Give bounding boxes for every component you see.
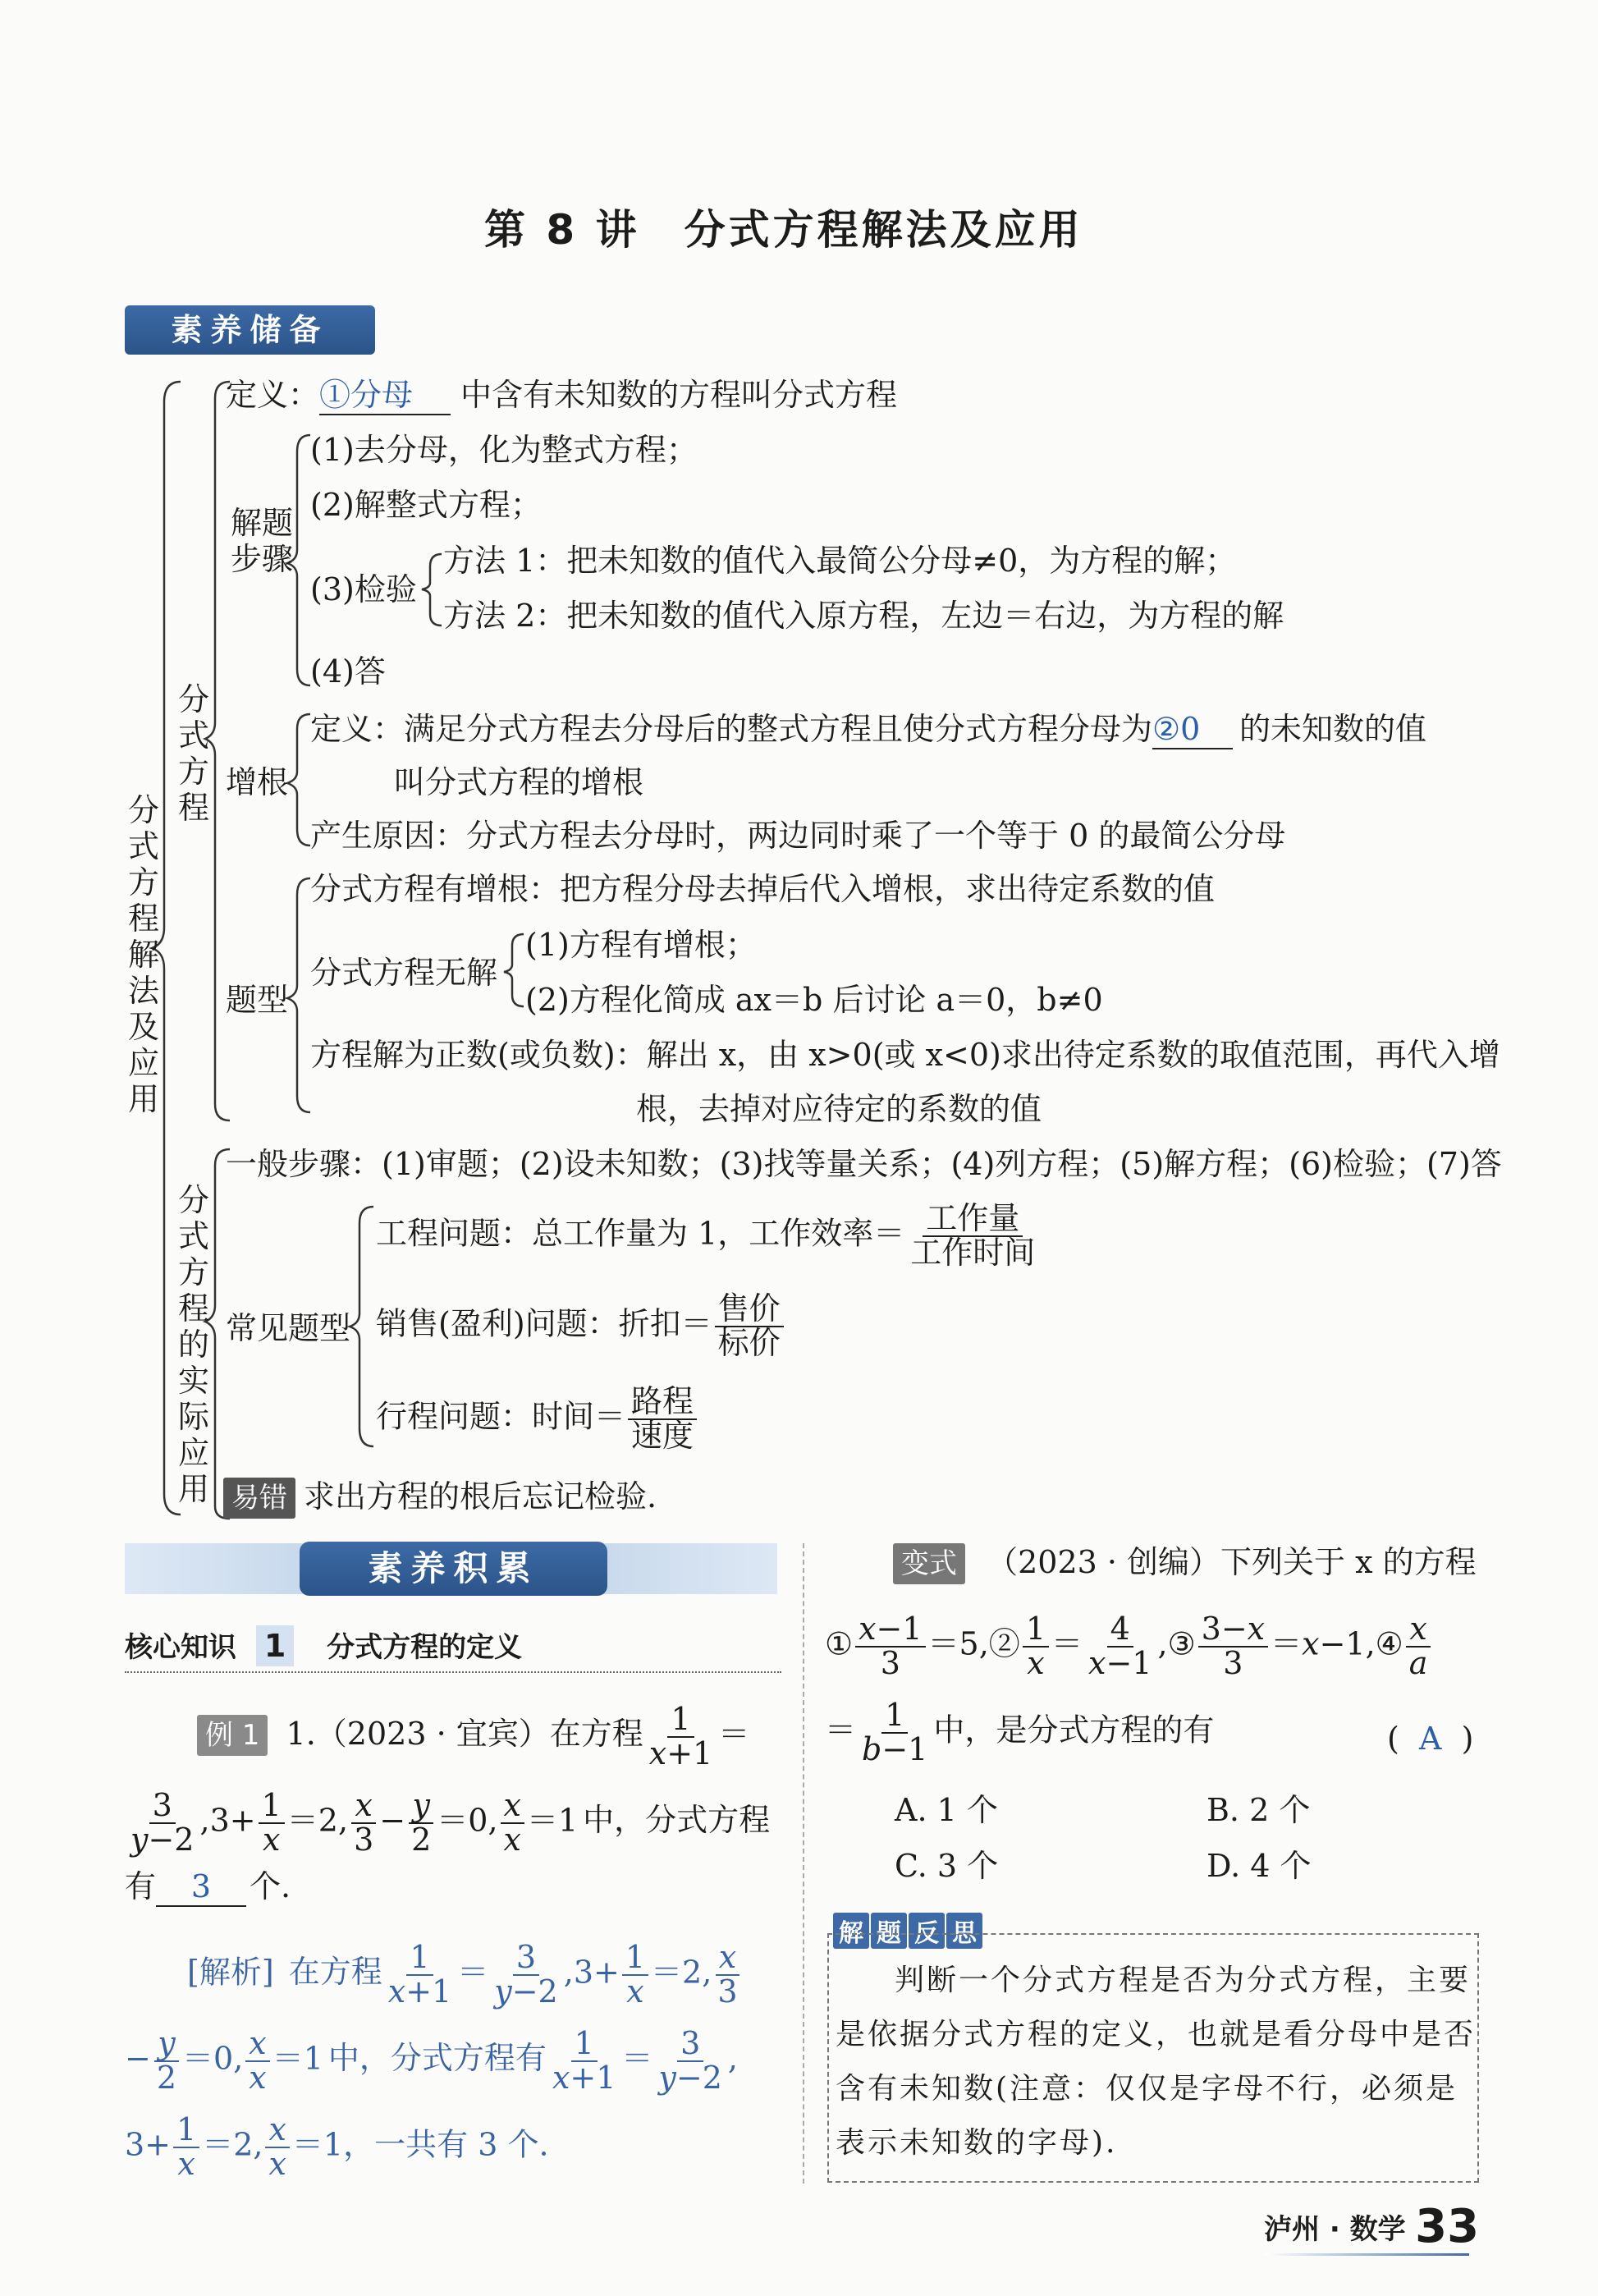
v-frac-2: $\frac{1}{x}$ <box>1023 1613 1049 1680</box>
core-num: 1 <box>256 1625 294 1666</box>
analysis-mid: 中，分式方程有 <box>327 2040 547 2077</box>
tixing-3a: 方程解为正数(或负数)：解出 x，由 x>0(或 x<0)求出待定系数的取值范围，再代入增 <box>310 1037 1500 1073</box>
mistake-tag: 易错 <box>223 1478 295 1519</box>
v-frac-1: $\frac{x-1}{3}$ <box>855 1613 925 1680</box>
step-4: (4)答 <box>310 653 386 690</box>
eq-1-left: $\frac{1}{x+1}$ <box>648 1701 713 1771</box>
tixing-2b: (2)方程化简成 ax＝b 后讨论 a＝0，b≠0 <box>525 982 1103 1018</box>
analysis-line-3: 3+ $\frac{1}{x}$ ＝2, $\frac{x}{x}$ ＝1，一共有 3 个. <box>125 2111 549 2182</box>
example-line2-tail: 中，分式方程 <box>583 1802 771 1839</box>
column-divider <box>803 1543 804 2184</box>
work-problem <box>376 1200 1041 1271</box>
mistake-text: 求出方程的根后忘记检验. <box>304 1478 657 1515</box>
reflect-char-2: 题 <box>871 1913 907 1949</box>
zenggen-cause: 产生原因：分式方程去分母时，两边同时乘了一个等于 0 的最简公分母 <box>310 818 1286 854</box>
trip-text: 行程问题：时间＝ <box>376 1398 626 1435</box>
sale-fraction <box>715 1290 784 1361</box>
zenggen-label: 增根 <box>226 764 289 800</box>
option-b: B. 2 个 <box>1207 1792 1311 1828</box>
example-line3-post: 个. <box>250 1868 291 1904</box>
tree-branch1-label: 分式方程 <box>177 681 209 826</box>
work-num: 工作量 <box>923 1203 1023 1237</box>
definition-blank: ①分母 <box>319 376 451 415</box>
steps-label: 解题步骤 <box>230 505 293 577</box>
step-3-label: (3)检验 <box>310 571 417 607</box>
example-answer: 3 <box>156 1868 246 1907</box>
step-1: (1)去分母，化为整式方程； <box>310 432 698 468</box>
an-frac-8: $\frac{3}{y-2}$ <box>658 2025 722 2096</box>
variant-line-3: ＝ $\frac{1}{b-1}$ 中，是分式方程的有 <box>825 1697 1215 1767</box>
tixing-2-label: 分式方程无解 <box>310 955 498 991</box>
variant-answer: A <box>1418 1721 1442 1757</box>
tixing-3b: 根，去掉对应待定的系数的值 <box>636 1091 1042 1127</box>
analysis-end: ，一共有 3 个. <box>343 2126 549 2163</box>
reflect-char-3: 反 <box>909 1913 945 1949</box>
an-frac-1: $\frac{1}{x+1}$ <box>387 1939 452 2010</box>
eq-4: $\frac{x}{x}$ <box>501 1790 524 1857</box>
an-frac-10: $\frac{x}{x}$ <box>265 2114 289 2181</box>
variant-tag: 变式 <box>893 1543 965 1584</box>
core-knowledge-header <box>125 1625 522 1668</box>
tree-branch2-label: 分式方程的实际应用 <box>177 1182 209 1507</box>
trip-fraction <box>628 1383 697 1454</box>
eq-3b: $\frac{y}{2}$ <box>408 1790 434 1857</box>
zenggen-blank: ②0 <box>1152 710 1233 749</box>
v-frac-3: $\frac{4}{x-1}$ <box>1088 1611 1152 1681</box>
eq-3a: $\frac{x}{3}$ <box>350 1790 377 1857</box>
reflect-text: 判断一个分式方程是否为分式方程，主要是依据分式方程的定义，也就是看分母中是否含有未知数(注意：仅仅是字母不行，必须是表示未知数的字母). <box>836 1964 1477 2160</box>
variant-equations: ① $\frac{x-1}{3}$ ＝5,② $\frac{1}{x}$ ＝ $\frac{4}{x-1}$ ,③ $\frac{3-x}{3}$ ＝x−1,④ $\frac{x}{a}$ <box>825 1613 1433 1680</box>
reflect-char-4: 思 <box>946 1913 982 1949</box>
page-title: 第 8 讲 分式方程解法及应用 <box>484 206 1083 254</box>
example-line-1: 例 1 1.（2023 · 宜宾）在方程 $\frac{1}{x+1}$ ＝ <box>197 1703 749 1771</box>
variant-intro: （2023 · 创编）下列关于 x 的方程 <box>987 1544 1477 1580</box>
example-line3-pre: 有 <box>125 1868 157 1904</box>
trip-problem <box>376 1383 699 1454</box>
an-frac-9: $\frac{1}{x}$ <box>173 2114 199 2181</box>
option-c: C. 3 个 <box>895 1848 999 1884</box>
example-tag: 例 1 <box>197 1715 268 1756</box>
sale-text: 销售(盈利)问题：折扣＝ <box>376 1305 712 1342</box>
work-text: 工程问题：总工作量为 1，工作效率＝ <box>376 1215 905 1252</box>
definition-suffix: 中含有未知数的方程叫分式方程 <box>460 377 898 413</box>
method-1: 方法 1：把未知数的值代入最简公分母≠0，为方程的解； <box>443 543 1237 579</box>
eq-1-right: $\frac{3}{y-2}$ <box>130 1787 195 1858</box>
variant-tail: 中，是分式方程的有 <box>933 1712 1215 1748</box>
zenggen-def-text: 定义：满足分式方程去分母后的整式方程且使分式方程分母为 <box>310 711 1153 747</box>
analysis-pre: 在方程 <box>288 1954 382 1991</box>
tixing-1: 分式方程有增根：把方程分母去掉后代入增根，求出待定系数的值 <box>310 871 1216 907</box>
an-frac-3: $\frac{1}{x}$ <box>622 1941 648 2009</box>
v-frac-6: $\frac{1}{b-1}$ <box>862 1697 928 1767</box>
common-types-label: 常见题型 <box>226 1310 351 1346</box>
definition-line <box>226 376 897 415</box>
trip-den: 速度 <box>631 1417 694 1454</box>
eq-2-frac: $\frac{1}{x}$ <box>259 1790 285 1857</box>
variant-answer-paren: ( A ) <box>1387 1721 1474 1757</box>
zenggen-definition <box>310 710 1426 749</box>
option-a: A. 1 个 <box>895 1792 998 1828</box>
sale-problem <box>376 1290 786 1361</box>
core-underline <box>125 1671 781 1673</box>
zenggen-def-line2: 叫分式方程的增根 <box>394 764 644 800</box>
page-number: 33 <box>1415 2200 1480 2253</box>
an-frac-5: $\frac{y}{2}$ <box>153 2028 180 2095</box>
analysis-line-1: [解析] 在方程 $\frac{1}{x+1}$ ＝ $\frac{3}{y-2}$ ,3+ $\frac{1}{x}$ ＝2, $\frac{x}{3}$ <box>187 1941 744 2009</box>
core-title: 分式方程的定义 <box>327 1631 523 1664</box>
core-label: 核心知识 <box>125 1631 236 1664</box>
an-frac-4: $\frac{x}{3}$ <box>714 1941 740 2009</box>
section-banner-1: 素养储备 <box>125 305 375 355</box>
general-steps: 一般步骤：(1)审题；(2)设未知数；(3)找等量关系；(4)列方程；(5)解方程；(6)检验；(7)答 <box>226 1146 1502 1182</box>
work-den: 工作时间 <box>910 1234 1036 1271</box>
option-d: D. 4 个 <box>1207 1848 1312 1884</box>
method-2: 方法 2：把未知数的值代入原方程，左边＝右边，为方程的解 <box>443 598 1284 634</box>
example-line-2: $\frac{3}{y-2}$ ,3+ $\frac{1}{x}$ ＝2, $\frac{x}{3}$ − $\frac{y}{2}$ ＝0, $\frac{x}{x}$ ＝1 中，分式方程 <box>125 1790 770 1857</box>
definition-prefix: 定义： <box>226 377 320 413</box>
footer-underline <box>1264 2253 1469 2256</box>
footer <box>1264 2200 1479 2253</box>
example-line-3 <box>125 1868 291 1907</box>
analysis-label: [解析] <box>187 1954 274 1991</box>
sale-den: 标价 <box>717 1324 781 1361</box>
an-frac-7: $\frac{1}{x+1}$ <box>552 2025 616 2096</box>
step-2: (2)解整式方程； <box>310 487 542 523</box>
tixing-label: 题型 <box>226 982 289 1018</box>
footer-label: 泸州 · 数学 <box>1264 2213 1406 2246</box>
variant-line-1 <box>893 1543 1477 1584</box>
mistake-note <box>223 1478 657 1519</box>
reflect-char-1: 解 <box>833 1913 869 1949</box>
trip-num: 路程 <box>628 1386 697 1420</box>
tree-root-label: 分式方程解法及应用 <box>127 792 159 1117</box>
zenggen-def-tail: 的未知数的值 <box>1239 711 1427 747</box>
tixing-2a: (1)方程有增根； <box>525 927 757 963</box>
an-frac-2: $\frac{3}{y-2}$ <box>494 1939 558 2010</box>
example-intro: 1.（2023 · 宜宾）在方程 <box>286 1716 643 1753</box>
v-frac-5: $\frac{x}{a}$ <box>1406 1613 1431 1680</box>
sale-num: 售价 <box>715 1293 784 1327</box>
v-frac-4: $\frac{3-x}{3}$ <box>1198 1613 1268 1680</box>
work-fraction <box>907 1200 1038 1271</box>
an-frac-6: $\frac{x}{x}$ <box>245 2028 269 2095</box>
section-banner-2: 素养积累 <box>300 1542 607 1596</box>
analysis-line-2: − $\frac{y}{2}$ ＝0, $\frac{x}{x}$ ＝1 中，分式方程有 $\frac{1}{x+1}$ ＝ $\frac{3}{y-2}$ , <box>125 2025 739 2096</box>
